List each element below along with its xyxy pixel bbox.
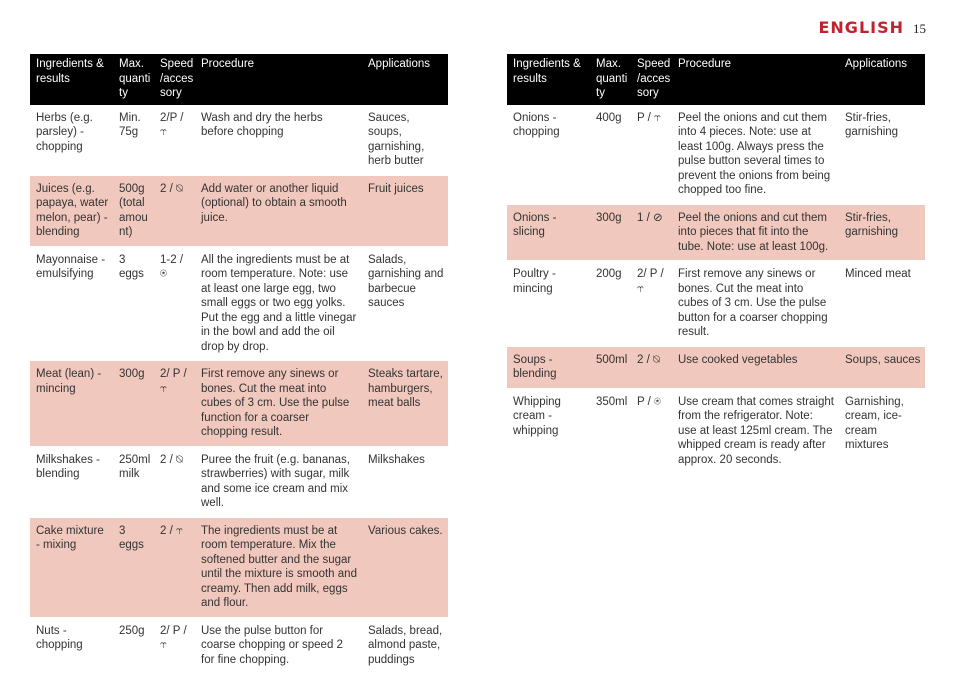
cell-procedure: Use cooked vegetables (672, 346, 839, 388)
cell-procedure: Wash and dry the herbs before chopping (195, 105, 362, 176)
header-speed-accessory: Speed /acces sory (154, 54, 195, 105)
cell-ingredient: Meat (lean) - mincing (30, 361, 113, 447)
cell-max-quantity: 3 eggs (113, 246, 154, 361)
cell-procedure: Peel the onions and cut them into pieces that fit into the tube. Note: use at least 100g. (672, 204, 839, 261)
cell-ingredient: Nuts - chopping (30, 617, 113, 674)
cell-procedure: First remove any sinews or bones. Cut the meat into cubes of 3 cm. Use the pulse button for a coarser chopping result. (672, 261, 839, 347)
cell-speed-accessory: 2 / ⍉ (154, 446, 195, 517)
page-number: 15 (913, 21, 926, 36)
header-max-quantity: Max. quanti ty (113, 54, 154, 105)
cell-procedure: First remove any sinews or bones. Cut the meat into cubes of 3 cm. Use the pulse function for a coarser chopping result. (195, 361, 362, 447)
header-procedure: Procedure (195, 54, 362, 105)
header-ingredients: Ingredients & results (30, 54, 113, 105)
cell-procedure: Use the pulse button for coarse chopping or speed 2 for fine chopping. (195, 617, 362, 674)
table-row (30, 246, 448, 361)
cell-applications: Salads, bread, almond paste, puddings (362, 617, 448, 674)
table-row (30, 105, 448, 176)
cell-procedure: Puree the fruit (e.g. bananas, strawberries) with sugar, milk and some ice cream and mix well. (195, 446, 362, 517)
cell-max-quantity: 300g (113, 361, 154, 447)
table-header-row (30, 54, 448, 105)
header-applications: Applications (839, 54, 925, 105)
cell-procedure: The ingredients must be at room temperature. Mix the softened butter and the sugar until the mixture is smooth and creamy. Then add milk, eggs and flour. (195, 517, 362, 617)
table-row (507, 204, 925, 261)
cell-applications: Garnishing, cream, ice-cream mixtures (839, 388, 925, 474)
cell-speed-accessory: 1-2 / ⍟ (154, 246, 195, 361)
cell-applications: Soups, sauces (839, 346, 925, 388)
cell-applications: Stir-fries, garnishing (839, 204, 925, 261)
table-row (507, 388, 925, 474)
cell-ingredient: Poultry - mincing (507, 261, 590, 347)
header-applications: Applications (362, 54, 448, 105)
header-procedure: Procedure (672, 54, 839, 105)
cell-ingredient: Onions - slicing (507, 204, 590, 261)
cell-ingredient: Juices (e.g. papaya, water melon, pear) - blending (30, 175, 113, 246)
header-max-quantity: Max. quanti ty (590, 54, 631, 105)
cell-applications: Salads, garnishing and barbecue sauces (362, 246, 448, 361)
cell-ingredient: Whipping cream - whipping (507, 388, 590, 474)
table-row (30, 617, 448, 674)
cell-procedure: Peel the onions and cut them into 4 pieces. Note: use at least 100g. Always press the pulse button several times to prevent the onions from being chopped too fine. (672, 105, 839, 205)
cell-max-quantity: 500ml (590, 346, 631, 388)
cell-speed-accessory: 1 / ⊘ (631, 204, 672, 261)
table-body (507, 105, 925, 474)
cell-applications: Milkshakes (362, 446, 448, 517)
table-row (507, 346, 925, 388)
table-left (30, 54, 448, 674)
cell-max-quantity: 300g (590, 204, 631, 261)
cell-applications: Sauces, soups, garnishing, herb butter (362, 105, 448, 176)
cell-ingredient: Soups - blending (507, 346, 590, 388)
table-row (507, 105, 925, 205)
table-row (30, 517, 448, 617)
page-header (818, 18, 926, 37)
cell-speed-accessory: 2/ P / ⥾ (154, 617, 195, 674)
cell-max-quantity: Min. 75g (113, 105, 154, 176)
cell-ingredient: Mayonnaise - emulsifying (30, 246, 113, 361)
table-row (30, 446, 448, 517)
table-body (30, 105, 448, 674)
cell-ingredient: Cake mixture - mixing (30, 517, 113, 617)
cell-ingredient: Onions - chopping (507, 105, 590, 205)
cell-speed-accessory: P / ⥾ (631, 105, 672, 205)
cell-max-quantity: 350ml (590, 388, 631, 474)
cell-max-quantity: 200g (590, 261, 631, 347)
cell-max-quantity: 250ml milk (113, 446, 154, 517)
cell-speed-accessory: 2 / ⍉ (631, 346, 672, 388)
cell-ingredient: Milkshakes - blending (30, 446, 113, 517)
cell-max-quantity: 500g (total amou nt) (113, 175, 154, 246)
cell-max-quantity: 3 eggs (113, 517, 154, 617)
cell-applications: Various cakes. (362, 517, 448, 617)
language-label: ENGLISH (818, 18, 904, 37)
table-right (507, 54, 925, 474)
cell-max-quantity: 250g (113, 617, 154, 674)
cell-speed-accessory: 2/ P / ⥾ (154, 361, 195, 447)
cell-speed-accessory: 2/P / ⥾ (154, 105, 195, 176)
cell-procedure: All the ingredients must be at room temperature. Note: use at least one large egg, two small eggs or two egg yolks. Put the egg and a little vinegar in the bowl and add the oil drop by drop. (195, 246, 362, 361)
cell-procedure: Add water or another liquid (optional) to obtain a smooth juice. (195, 175, 362, 246)
cell-applications: Stir-fries, garnishing (839, 105, 925, 205)
header-speed-accessory: Speed /acces sory (631, 54, 672, 105)
cell-speed-accessory: 2/ P / ⥾ (631, 261, 672, 347)
header-ingredients: Ingredients & results (507, 54, 590, 105)
cell-speed-accessory: 2 / ⥾ (154, 517, 195, 617)
cell-max-quantity: 400g (590, 105, 631, 205)
cell-speed-accessory: P / ⍟ (631, 388, 672, 474)
cell-applications: Fruit juices (362, 175, 448, 246)
table-header-row (507, 54, 925, 105)
table-row (30, 361, 448, 447)
table-row (30, 175, 448, 246)
cell-ingredient: Herbs (e.g. parsley) - chopping (30, 105, 113, 176)
cell-applications: Steaks tartare, hamburgers, meat balls (362, 361, 448, 447)
table-row (507, 261, 925, 347)
cell-procedure: Use cream that comes straight from the refrigerator. Note: use at least 125ml cream. The whipped cream is ready after approx. 20 seconds. (672, 388, 839, 474)
cell-speed-accessory: 2 / ⍉ (154, 175, 195, 246)
cell-applications: Minced meat (839, 261, 925, 347)
